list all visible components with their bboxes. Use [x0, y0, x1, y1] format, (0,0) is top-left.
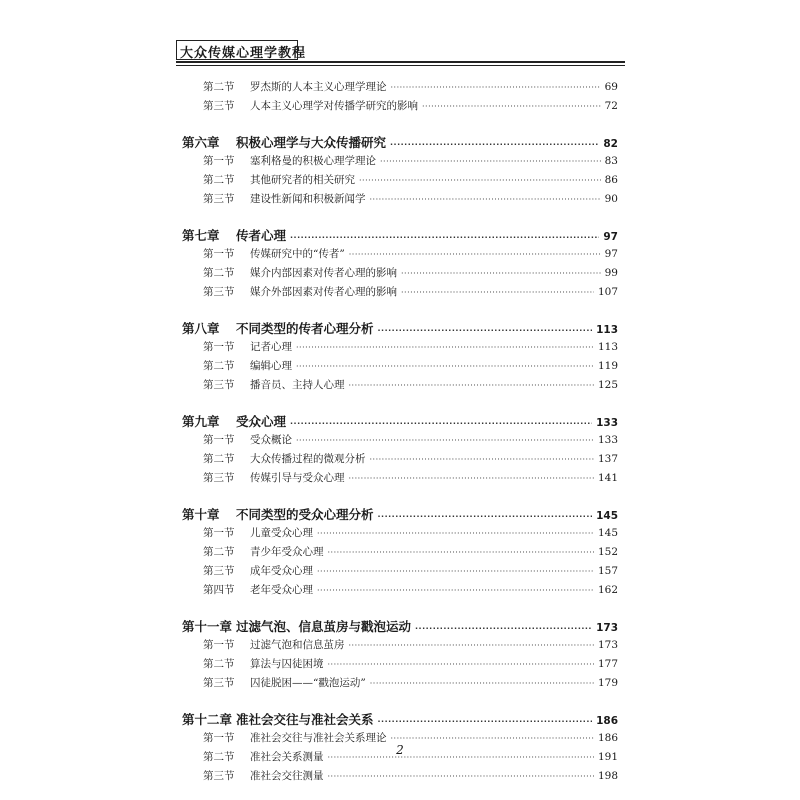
section-title: 塞利格曼的积极心理学理论: [250, 155, 376, 167]
toc-section-entry[interactable]: [203, 246, 618, 264]
toc-section-entry[interactable]: [203, 470, 618, 488]
section-number: 第三节: [203, 100, 235, 112]
chapter-title: 过滤气泡、信息茧房与戳泡运动: [236, 619, 412, 634]
section-title: 编辑心理: [250, 360, 292, 372]
dot-leader: [328, 548, 594, 557]
chapter-title: 不同类型的传者心理分析: [236, 321, 374, 336]
dot-leader: [378, 717, 593, 726]
dot-leader: [317, 586, 594, 595]
page-ref: 141: [597, 472, 618, 484]
running-header-title: 大众传媒心理学教程: [180, 46, 307, 61]
dot-leader: [349, 641, 594, 650]
section-title: 受众概论: [250, 434, 292, 446]
page-ref: 173: [597, 639, 618, 651]
page-ref: 157: [597, 565, 618, 577]
toc-section-entry[interactable]: [203, 656, 618, 674]
toc-section-entry[interactable]: [203, 339, 618, 357]
toc-section-entry[interactable]: [203, 377, 618, 395]
chapter-title: 准社会交往与准社会关系: [236, 712, 374, 727]
section-number: 第三节: [203, 770, 235, 782]
toc-section-entry[interactable]: [203, 191, 618, 209]
section-number: 第一节: [203, 341, 235, 353]
section-title: 囚徒脱困——“戳泡运动”: [250, 677, 366, 689]
page-ref: 72: [604, 100, 618, 112]
section-number: 第三节: [203, 286, 235, 298]
page-ref: 125: [597, 379, 618, 391]
section-number: 第一节: [203, 732, 235, 744]
toc-chapter-entry[interactable]: [182, 319, 618, 337]
toc-section-entry[interactable]: [203, 358, 618, 376]
page-ref: 113: [596, 324, 618, 336]
dot-leader: [328, 772, 594, 781]
section-number: 第二节: [203, 174, 235, 186]
toc-section-entry[interactable]: [203, 172, 618, 190]
page-ref: 90: [604, 193, 618, 205]
page-ref: 97: [603, 231, 618, 243]
toc-section-entry[interactable]: [203, 637, 618, 655]
dot-leader: [391, 83, 601, 92]
page-ref: 173: [596, 622, 618, 634]
dot-leader: [370, 455, 594, 464]
page-ref: 145: [596, 510, 618, 522]
section-number: 第三节: [203, 472, 235, 484]
page-ref: 186: [596, 715, 618, 727]
dot-leader: [391, 734, 594, 743]
section-title: 大众传播过程的微观分析: [250, 453, 366, 465]
dot-leader: [349, 474, 594, 483]
dot-leader: [422, 102, 601, 111]
section-title: 青少年受众心理: [250, 546, 324, 558]
page-ref: 198: [597, 770, 618, 782]
toc-section-entry[interactable]: [203, 675, 618, 693]
section-number: 第三节: [203, 565, 235, 577]
dot-leader: [349, 381, 594, 390]
dot-leader: [380, 157, 601, 166]
dot-leader: [296, 436, 594, 445]
chapter-number: 第九章: [182, 414, 220, 429]
chapter-number: 第七章: [182, 228, 220, 243]
toc-section-entry[interactable]: [203, 451, 618, 469]
section-title: 准社会交往测量: [250, 770, 324, 782]
toc-chapter-entry[interactable]: [182, 710, 618, 728]
toc-section-entry[interactable]: [203, 563, 618, 581]
section-number: 第二节: [203, 267, 235, 279]
section-number: 第三节: [203, 379, 235, 391]
section-title: 建设性新闻和积极新闻学: [250, 193, 366, 205]
toc-chapter-entry[interactable]: [182, 133, 618, 151]
page-ref: 99: [604, 267, 618, 279]
chapter-number: 第十二章: [182, 712, 233, 727]
dot-leader: [370, 195, 601, 204]
dot-leader: [401, 288, 594, 297]
section-number: 第一节: [203, 639, 235, 651]
page-ref: 186: [597, 732, 618, 744]
toc-chapter-entry[interactable]: [182, 617, 618, 635]
page-ref: 107: [597, 286, 618, 298]
dot-leader: [390, 140, 599, 149]
chapter-title: 不同类型的受众心理分析: [236, 507, 374, 522]
toc-section-entry[interactable]: [203, 79, 618, 97]
chapter-title: 受众心理: [236, 414, 287, 429]
section-number: 第二节: [203, 658, 235, 670]
toc-section-entry[interactable]: [203, 432, 618, 450]
section-title: 儿童受众心理: [250, 527, 313, 539]
section-title: 播音员、主持人心理: [250, 379, 345, 391]
section-title: 其他研究者的相关研究: [250, 174, 355, 186]
toc-section-entry[interactable]: [203, 284, 618, 302]
section-title: 传媒引导与受众心理: [250, 472, 345, 484]
section-number: 第二节: [203, 81, 235, 93]
toc-section-entry[interactable]: [203, 525, 618, 543]
section-number: 第一节: [203, 434, 235, 446]
dot-leader: [290, 419, 592, 428]
section-number: 第二节: [203, 546, 235, 558]
toc-chapter-entry[interactable]: [182, 412, 618, 430]
page-ref: 145: [597, 527, 618, 539]
toc-section-entry[interactable]: [203, 544, 618, 562]
section-number: 第三节: [203, 193, 235, 205]
section-title: 过滤气泡和信息茧房: [250, 639, 345, 651]
section-title: 传媒研究中的“传者”: [250, 248, 345, 260]
page-ref: 97: [604, 248, 618, 260]
dot-leader: [328, 660, 594, 669]
section-title: 人本主义心理学对传播学研究的影响: [250, 100, 418, 112]
page-number: 2: [396, 743, 404, 757]
section-title: 媒介内部因素对传者心理的影响: [250, 267, 397, 279]
section-number: 第二节: [203, 360, 235, 372]
toc-section-entry[interactable]: [203, 582, 618, 600]
toc-chapter-entry[interactable]: [182, 226, 618, 244]
dot-leader: [317, 567, 594, 576]
section-title: 准社会关系测量: [250, 751, 324, 763]
toc-section-entry[interactable]: [203, 265, 618, 283]
chapter-number: 第六章: [182, 135, 220, 150]
toc-section-entry[interactable]: [203, 153, 618, 171]
section-title: 罗杰斯的人本主义心理学理论: [250, 81, 387, 93]
page-ref: 86: [604, 174, 618, 186]
chapter-number: 第十章: [182, 507, 220, 522]
section-title: 老年受众心理: [250, 584, 313, 596]
page-ref: 133: [596, 417, 618, 429]
section-number: 第四节: [203, 584, 235, 596]
page-ref: 119: [597, 360, 618, 372]
section-number: 第一节: [203, 248, 235, 260]
dot-leader: [296, 343, 594, 352]
chapter-title: 传者心理: [236, 228, 287, 243]
dot-leader: [401, 269, 601, 278]
toc-chapter-entry[interactable]: [182, 505, 618, 523]
page-ref: 82: [603, 138, 618, 150]
chapter-title: 积极心理学与大众传播研究: [236, 135, 387, 150]
section-number: 第二节: [203, 751, 235, 763]
dot-leader: [415, 624, 592, 633]
page-ref: 83: [604, 155, 618, 167]
page-ref: 69: [604, 81, 618, 93]
page-ref: 179: [597, 677, 618, 689]
dot-leader: [378, 326, 593, 335]
section-number: 第一节: [203, 527, 235, 539]
toc-section-entry[interactable]: [203, 768, 618, 786]
page-ref: 133: [597, 434, 618, 446]
page-ref: 177: [597, 658, 618, 670]
section-title: 记者心理: [250, 341, 292, 353]
section-title: 成年受众心理: [250, 565, 313, 577]
section-number: 第一节: [203, 155, 235, 167]
section-number: 第二节: [203, 453, 235, 465]
page-ref: 152: [597, 546, 618, 558]
section-title: 准社会交往与准社会关系理论: [250, 732, 387, 744]
dot-leader: [349, 250, 601, 259]
chapter-number: 第八章: [182, 321, 220, 336]
chapter-number: 第十一章: [182, 619, 233, 634]
dot-leader: [370, 679, 594, 688]
page-ref: 113: [597, 341, 618, 353]
section-title: 算法与囚徒困境: [250, 658, 324, 670]
dot-leader: [359, 176, 601, 185]
section-number: 第三节: [203, 677, 235, 689]
section-title: 媒介外部因素对传者心理的影响: [250, 286, 397, 298]
dot-leader: [317, 529, 594, 538]
toc-section-entry[interactable]: [203, 98, 618, 116]
dot-leader: [290, 233, 599, 242]
page-ref: 137: [597, 453, 618, 465]
dot-leader: [378, 512, 593, 521]
page-ref: 191: [597, 751, 618, 763]
dot-leader: [296, 362, 594, 371]
page-ref: 162: [597, 584, 618, 596]
